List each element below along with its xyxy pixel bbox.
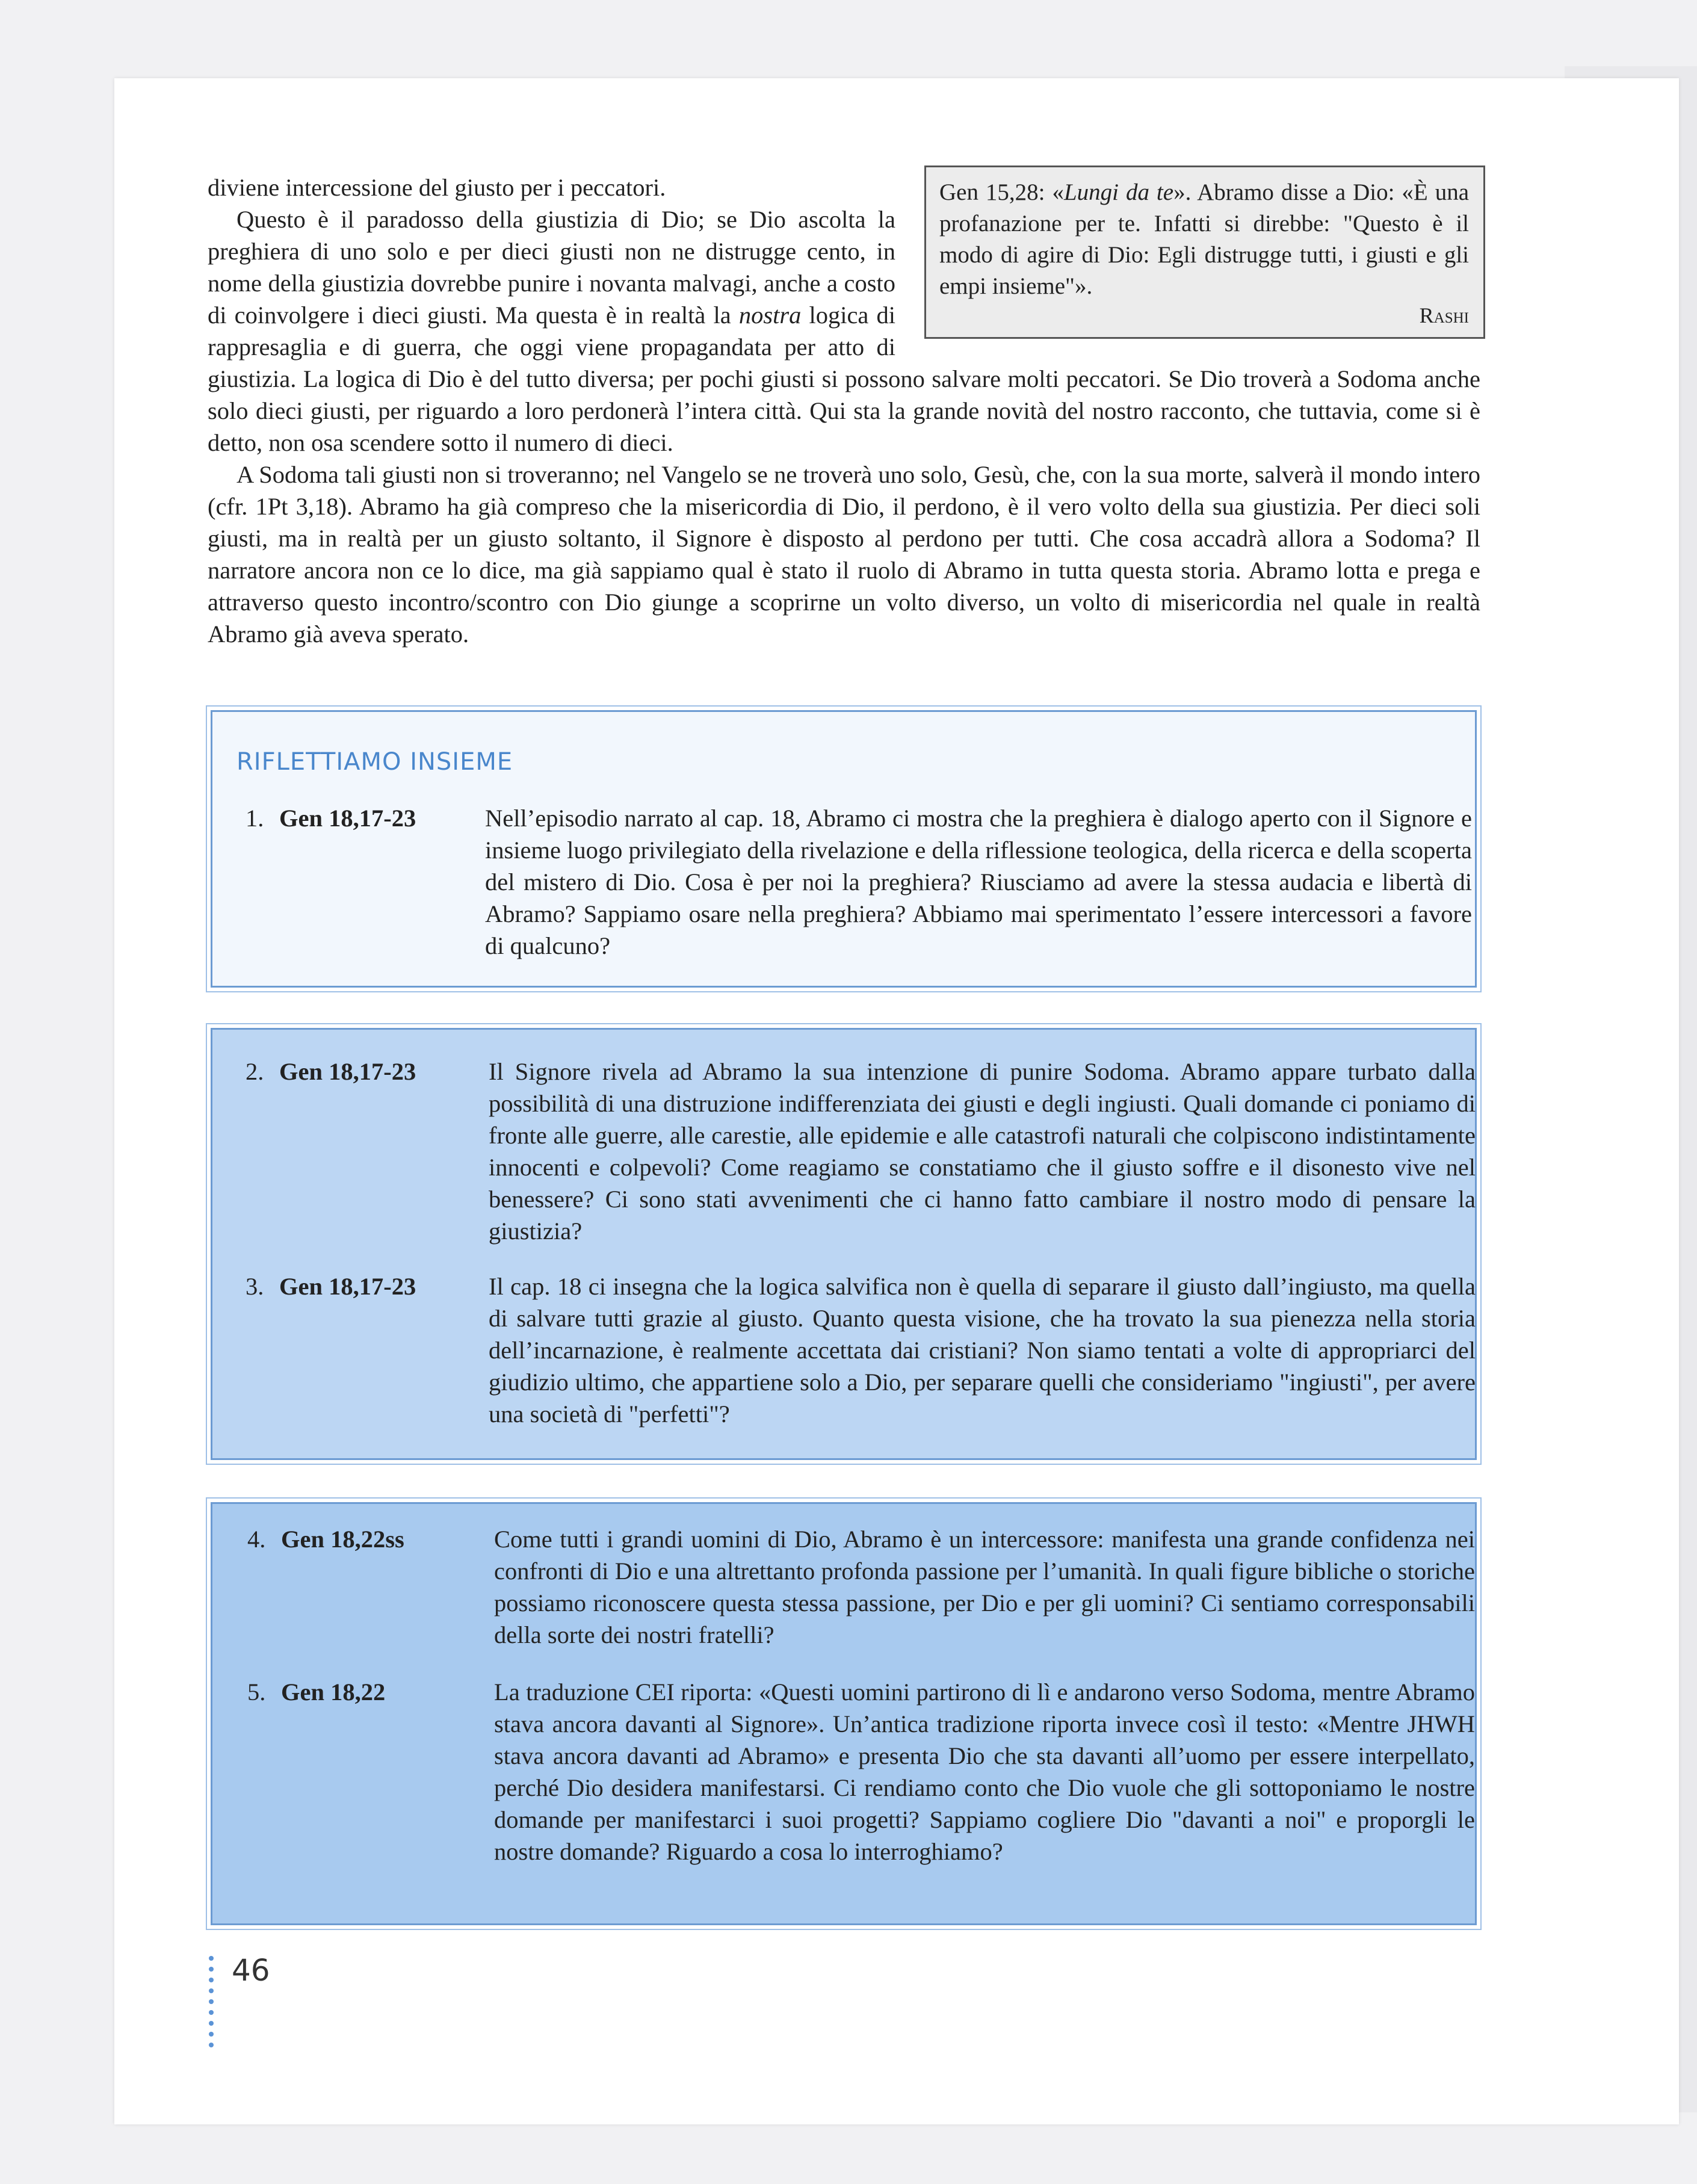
page-number: 46 [232,1953,270,1988]
margin-dot [209,2010,214,2015]
paragraph-2-b: logica di rappresaglia e di guerra, che oggi viene propagandata per atto di giustizia. La logica di Dio è del tutto diversa; per pochi giusti si possono salvare molti peccatori. Se Dio troverà a Sodoma anche solo dieci giusti, per riguardo a loro perdonerà l’intera città. Qui sta la grande novità del nostro racconto, che tuttavia, come si è detto, non osa scendere sotto il numero di dieci. [208,302,1480,456]
main-text [208,172,1480,650]
margin-dot [209,1956,214,1961]
margin-dot [209,2021,214,2026]
question-text: Come tutti i grandi uomini di Dio, Abramo è un intercessore: manifesta una grande confidenza nei confronti di Dio e una altrettanto profonda passione per l’umanità. In quali figure bibliche o storiche possiamo riconoscere questa stessa passione, per Dio e per gli uomini? Ci sentiamo corresponsabili della sorte dei nostri fratelli? [494,1526,1475,1648]
question-ref: Gen 18,22ss [281,1526,404,1553]
question-text: Il cap. 18 ci insegna che la logica salvifica non è quella di separare il giusto dall’ingiusto, ma quella di salvare tutti grazie al giusto. Quanto questa visione, che ha trovato la sua pienezza nella storia dell’incarnazione, è realmente accettata dai cristiani? Non siamo tentati a volte di appropriarci del giudizio ultimo, che appartiene solo a Dio, per separare quelli che consideriamo "ingiusti", per avere una società di "perfetti"? [489,1273,1476,1428]
margin-dot [209,2043,214,2047]
question-number: 2. [246,1058,264,1085]
question-text: Il Signore rivela ad Abramo la sua intenzione di punire Sodoma. Abramo appare turbato dalla possibilità di una distruzione indifferenziata dei giusti e degli ingiusti. Quali domande ci poniamo di fronte alle guerre, alle carestie, alle epidemie e alle catastrofi naturali che colpiscono indistintamente innocenti e colpevoli? Come reagiamo se constatiamo che il giusto soffre e il disonesto vive nel benessere? Ci sono stati avvenimenti che ci hanno fatto cambiare il nostro modo di pensare la giustizia? [489,1058,1476,1245]
paragraph-1: diviene intercessione del giusto per i peccatori. [208,174,666,201]
margin-dot [209,1988,214,1993]
question-number: 1. [246,805,264,832]
question-ref: Gen 18,17-23 [279,1058,416,1085]
paragraph-2-a: Questo è il paradosso della giustizia di Dio; se Dio ascolta la preghiera di uno solo e per dieci giusti non ne distrugge cento, in nome della giustizia dovrebbe punire i novanta malvagi, anche a costo di coinvolgere i dieci giusti. Ma questa è in realtà la [208,206,895,329]
reflection-box-1 [211,710,1477,988]
question-ref: Gen 18,22 [281,1678,386,1706]
sidebar-body: ». Abramo disse a Dio: «È una profanazione per te. Infatti si direbbe: "Questo è il modo di agire di Dio: Egli distrugge tutti, i giusti e gli empi insieme"». [939,179,1469,299]
question-number: 4. [247,1526,266,1553]
question-text: Nell’episodio narrato al cap. 18, Abramo ci mostra che la preghiera è dialogo aperto con il Signore e insieme luogo privilegiato della rivelazione e della riflessione teologica, della ricerca e della scoperta del mistero di Dio. Cosa è per noi la preghiera? Riusciamo ad avere la stessa audacia e libertà di Abramo? Sappiamo osare nella preghiera? Abbiamo mai sperimentato l’essere intercessori a favore di qualcuno? [485,805,1472,959]
question-number: 3. [246,1273,264,1300]
question-ref: Gen 18,17-23 [279,1273,416,1300]
paragraph-3: A Sodoma tali giusti non si troveranno; nel Vangelo se ne troverà uno solo, Gesù, che, con la sua morte, salverà il mondo intero (cfr. 1Pt 3,18). Abramo ha già compreso che la misericordia di Dio, il perdono, è il vero volto della sua giustizia. Per dieci soli giusti, ma in realtà per un giusto soltanto, il Signore è disposto al perdono per tutti. Che cosa accadrà allora a Sodoma? Il narratore ancora non ce lo dice, ma già sappiamo qual è stato il ruolo di Abramo in tutta questa storia. Abramo lotta e prega e attraverso questo incontro/scontro con Dio giunge a scoprirne un volto diverso, un volto di misericordia nel quale in realtà Abramo già aveva sperato. [208,461,1480,648]
question-ref: Gen 18,17-23 [279,805,416,832]
reflection-box-2 [211,1028,1477,1460]
margin-dot [209,1978,214,1982]
question-number: 5. [247,1678,266,1706]
paragraph-2-emphasis: nostra [738,302,802,329]
reflection-box-3 [211,1502,1477,1925]
margin-dot [209,1999,214,2004]
question-text: La traduzione CEI riporta: «Questi uomini partirono di lì e andarono verso Sodoma, mentre Abramo stava ancora davanti al Signore». Un’antica tradizione riporta invece così il testo: «Mentre JHWH stava ancora davanti ad Abramo» e presenta Dio che sta davanti all’uomo per essere interpellato, perché Dio desidera manifestarsi. Ci rendiamo conto che Dio vuole che gli sottoponiamo le nostre domande per manifestarci i suoi progetti? Sappiamo cogliere Dio "davanti a noi" e proporgli le nostre domande? Riguardo a cosa lo interroghiamo? [494,1678,1475,1865]
sidebar-quote [924,166,1485,339]
sidebar-ref: Gen 15,28: « [939,179,1064,205]
margin-dot [209,2032,214,2037]
margin-dot [209,1967,214,1972]
sidebar-emphasis: Lungi da te [1063,179,1174,205]
reflection-title: RIFLETTIAMO INSIEME [236,748,513,776]
sidebar-source: Rashi [1419,303,1469,327]
